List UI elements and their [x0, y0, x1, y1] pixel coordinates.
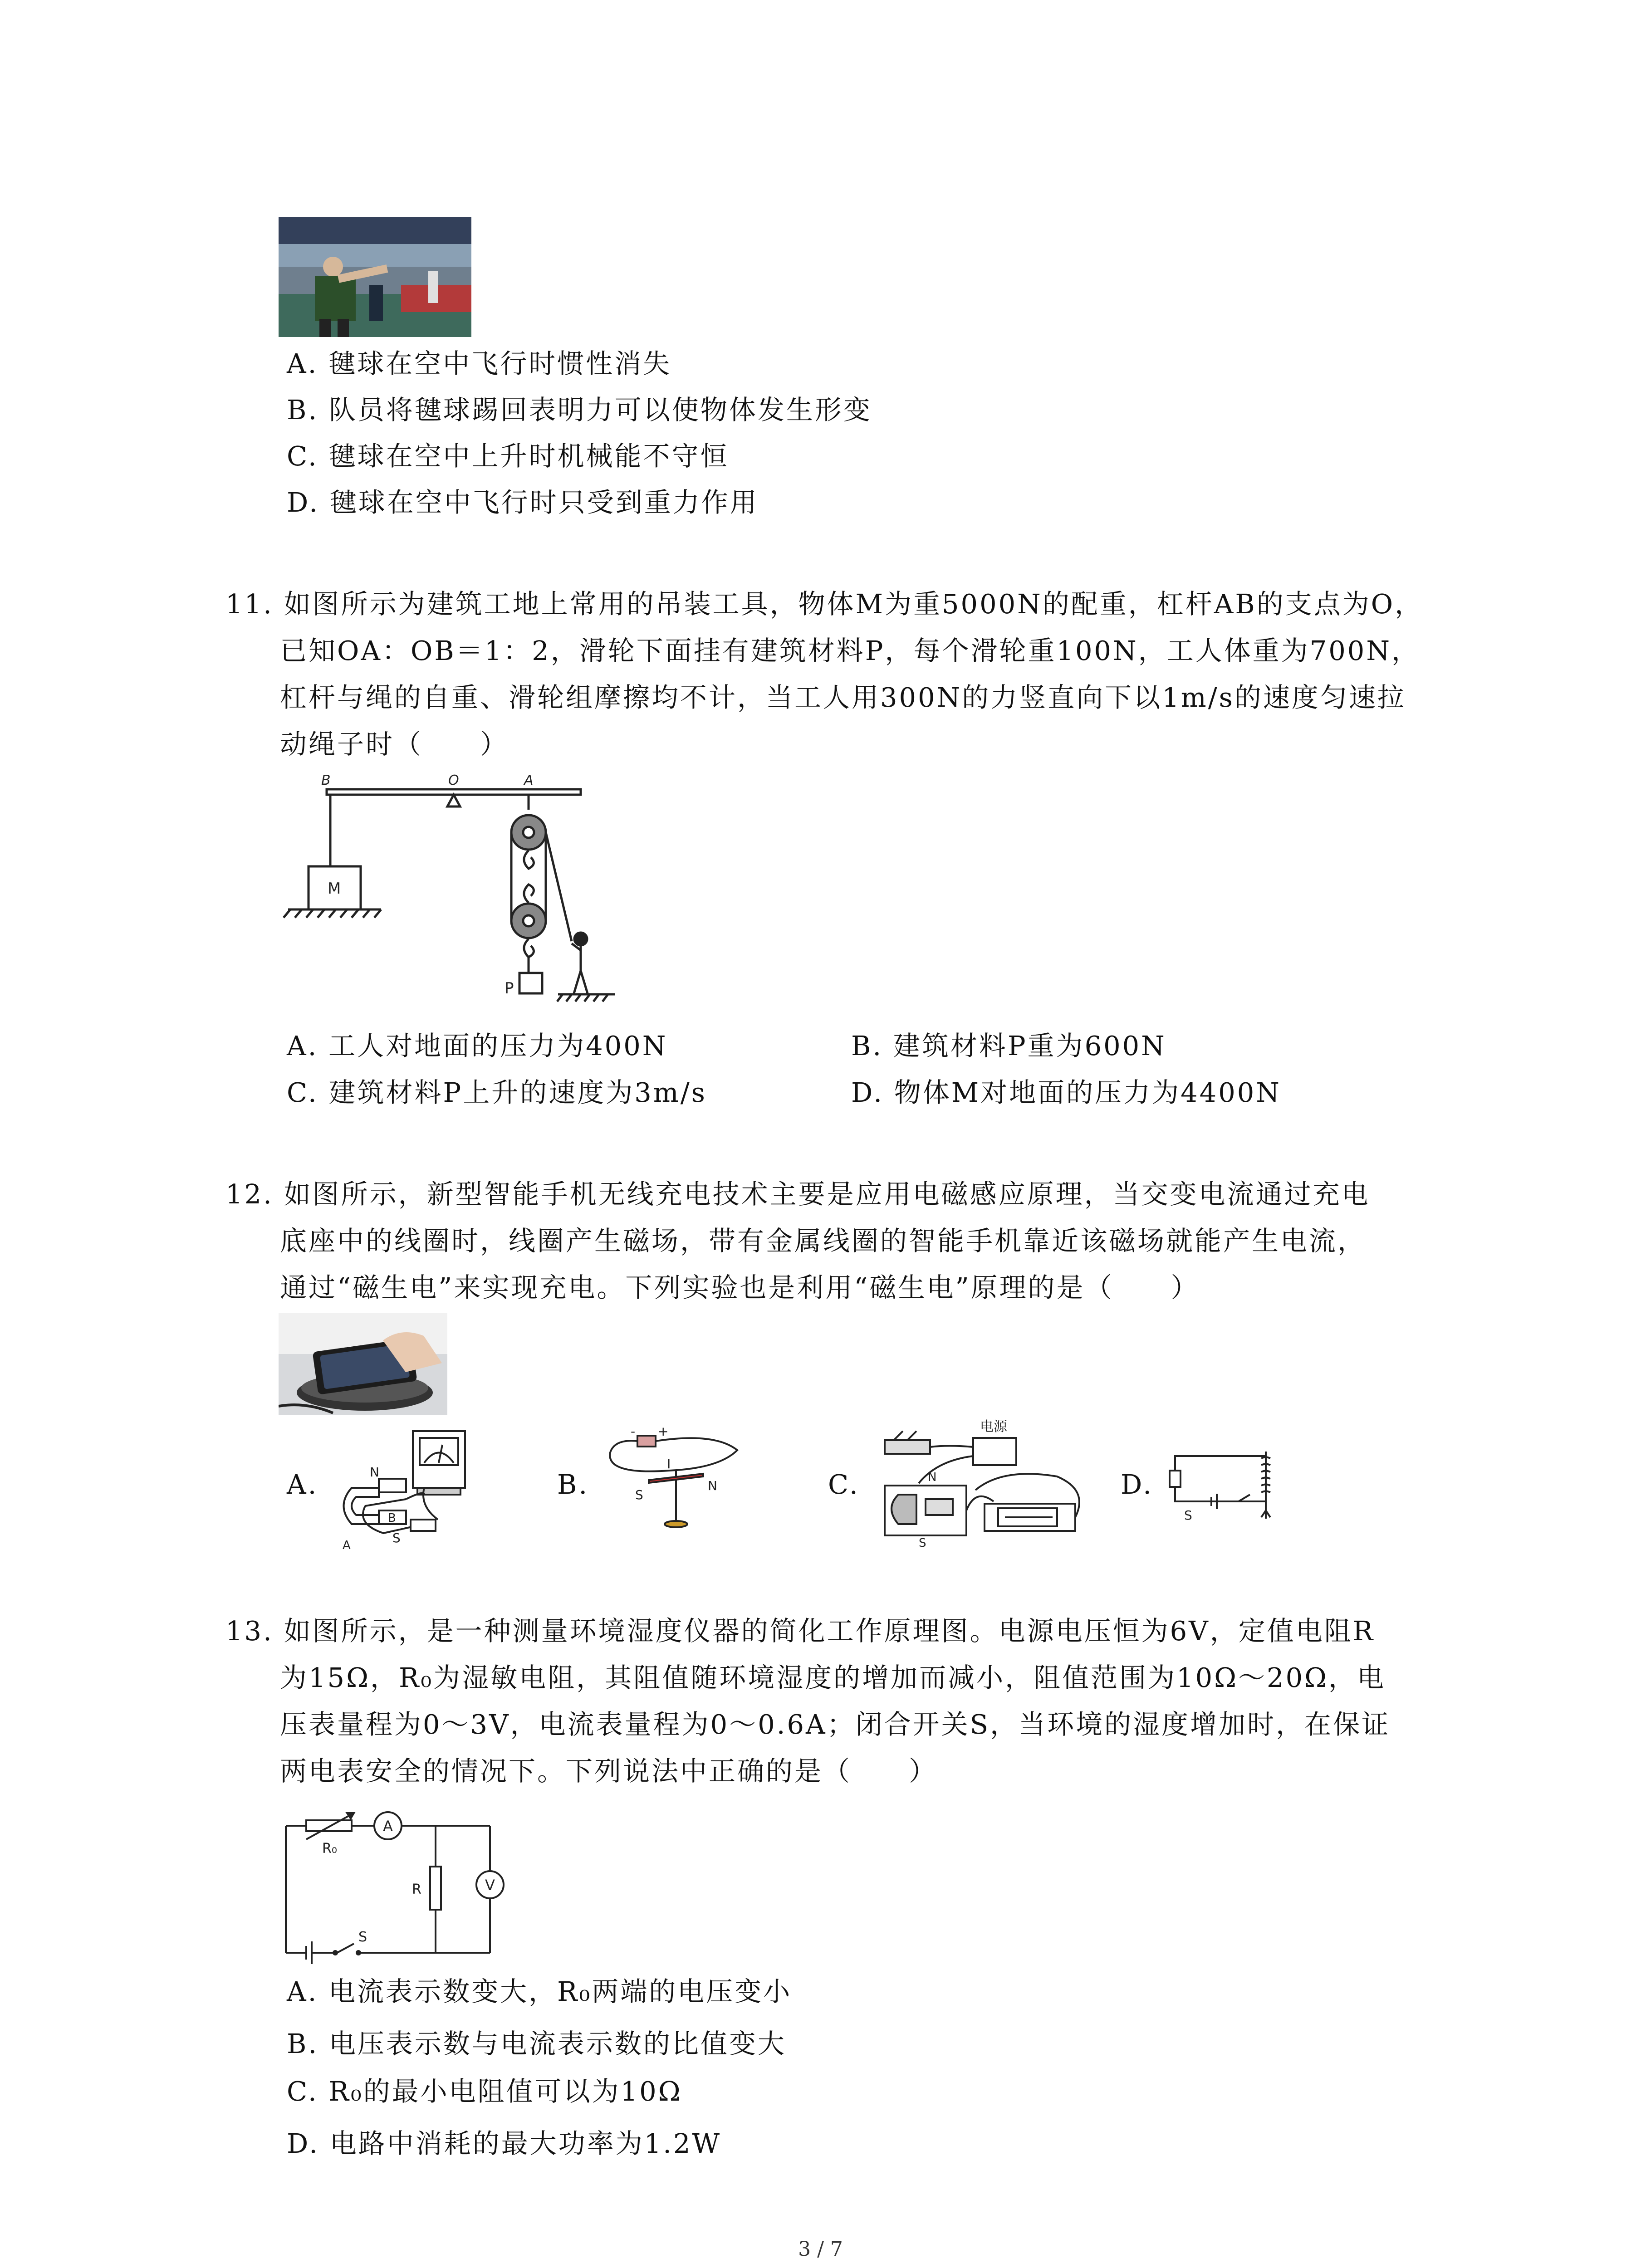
q11-label-m: M — [328, 880, 341, 898]
q12-d-label-s: S — [1184, 1508, 1192, 1523]
q12-line-1: 12. 如图所示，新型智能手机无线充电技术主要是应用电磁感应原理，当交变电流通过充电 — [225, 1178, 1370, 1210]
q13-line-1: 13. 如图所示，是一种测量环境湿度仪器的简化工作原理图。电源电压恒为6V，定值电阻R — [225, 1615, 1375, 1647]
q12-c-label-n: N — [928, 1471, 937, 1484]
q13-circuit-figure — [279, 1808, 515, 1969]
q12-b-label-s: S — [635, 1487, 643, 1502]
q10-option-b: B. 队员将毽球踢回表明力可以使物体发生形变 — [287, 394, 872, 425]
q13-option-d: D. 电路中消耗的最大功率为1.2W — [287, 2128, 722, 2159]
q13-option-c: C. R₀的最小电阻值可以为10Ω — [287, 2076, 682, 2107]
q12-a-label-s: S — [392, 1530, 401, 1545]
q11-label-b: B — [321, 772, 331, 788]
page-number: 3 / 7 — [798, 2238, 843, 2261]
q11-line-1: 11. 如图所示为建筑工地上常用的吊装工具，物体M为重5000N的配重，杠杆AB的支点为O， — [225, 588, 1424, 620]
q12-option-d-letter: D. — [1121, 1469, 1153, 1500]
q12-b-label-i: I — [667, 1457, 671, 1471]
q13-option-b: B. 电压表示数与电流表示数的比值变大 — [287, 2028, 786, 2059]
q11-line-3: 杠杆与绳的自重、滑轮组摩擦均不计，当工人用300N的力竖直向下以1m/s的速度匀速拉 — [280, 682, 1406, 713]
q12-option-a-letter: A. — [287, 1469, 318, 1500]
q13-voltmeter-label: V — [485, 1877, 495, 1894]
q10-option-a: A. 毽球在空中飞行时惯性消失 — [287, 348, 672, 379]
q12-b-label-n: N — [708, 1478, 717, 1493]
q12-phone-photo — [279, 1313, 447, 1415]
q11-label-p: P — [505, 979, 514, 997]
q11-option-a: A. 工人对地面的压力为400N — [287, 1030, 668, 1061]
q11-option-d: D. 物体M对地面的压力为4400N — [851, 1077, 1281, 1108]
q11-label-o: O — [448, 772, 459, 788]
q13-label-r: R — [412, 1882, 421, 1897]
q10-photo — [279, 217, 471, 337]
q11-option-c: C. 建筑材料P上升的速度为3m/s — [287, 1077, 707, 1108]
q12-b-label-minus: - — [631, 1427, 636, 1439]
q12-c-label-power: 电源 — [980, 1419, 1007, 1435]
q12-option-c-letter: C. — [828, 1469, 860, 1500]
q13-option-a: A. 电流表示数变大，R₀两端的电压变小 — [287, 1976, 792, 2007]
q13-label-s: S — [358, 1929, 367, 1945]
q13-line-4: 两电表安全的情况下。下列说法中正确的是（ ） — [280, 1755, 938, 1787]
q13-line-2: 为15Ω，R₀为湿敏电阻，其阻值随环境湿度的增加而减小，阻值范围为10Ω～20Ω，电 — [280, 1662, 1386, 1693]
q12-b-label-plus: + — [658, 1427, 669, 1439]
q11-lever-pulley-figure — [281, 771, 626, 1007]
q12-c-label-s: S — [919, 1536, 926, 1549]
q12-line-2: 底座中的线圈时，线圈产生磁场，带有金属线圈的智能手机靠近该磁场就能产生电流， — [280, 1225, 1367, 1256]
q12-a-label-b: B — [388, 1511, 396, 1525]
q12-option-a-figure — [333, 1424, 470, 1551]
q11-line-4: 动绳子时（ ） — [280, 728, 509, 760]
q12-option-b-figure — [603, 1427, 753, 1540]
q12-a-label-n: N — [370, 1465, 379, 1480]
q12-line-3: 通过“磁生电”来实现充电。下列实验也是利用“磁生电”原理的是（ ） — [280, 1272, 1200, 1303]
q13-line-3: 压表量程为0～3V，电流表量程为0～0.6A；闭合开关S，当环境的湿度增加时，在保证 — [280, 1709, 1391, 1740]
q12-option-b-letter: B. — [557, 1469, 589, 1500]
q12-option-d-figure — [1166, 1442, 1293, 1524]
q12-option-c-figure — [876, 1413, 1093, 1549]
q11-label-a: A — [524, 772, 534, 788]
q13-label-r0: R₀ — [322, 1841, 337, 1857]
q10-option-d: D. 毽球在空中飞行时只受到重力作用 — [287, 487, 759, 518]
q13-ammeter-label: A — [383, 1818, 393, 1835]
q12-a-label-a: A — [343, 1539, 351, 1551]
q11-option-b: B. 建筑材料P重为600N — [851, 1030, 1166, 1061]
q11-line-2: 已知OA：OB＝1：2，滑轮下面挂有建筑材料P，每个滑轮重100N，工人体重为700N， — [280, 635, 1420, 666]
q10-option-c: C. 毽球在空中上升时机械能不守恒 — [287, 440, 729, 472]
